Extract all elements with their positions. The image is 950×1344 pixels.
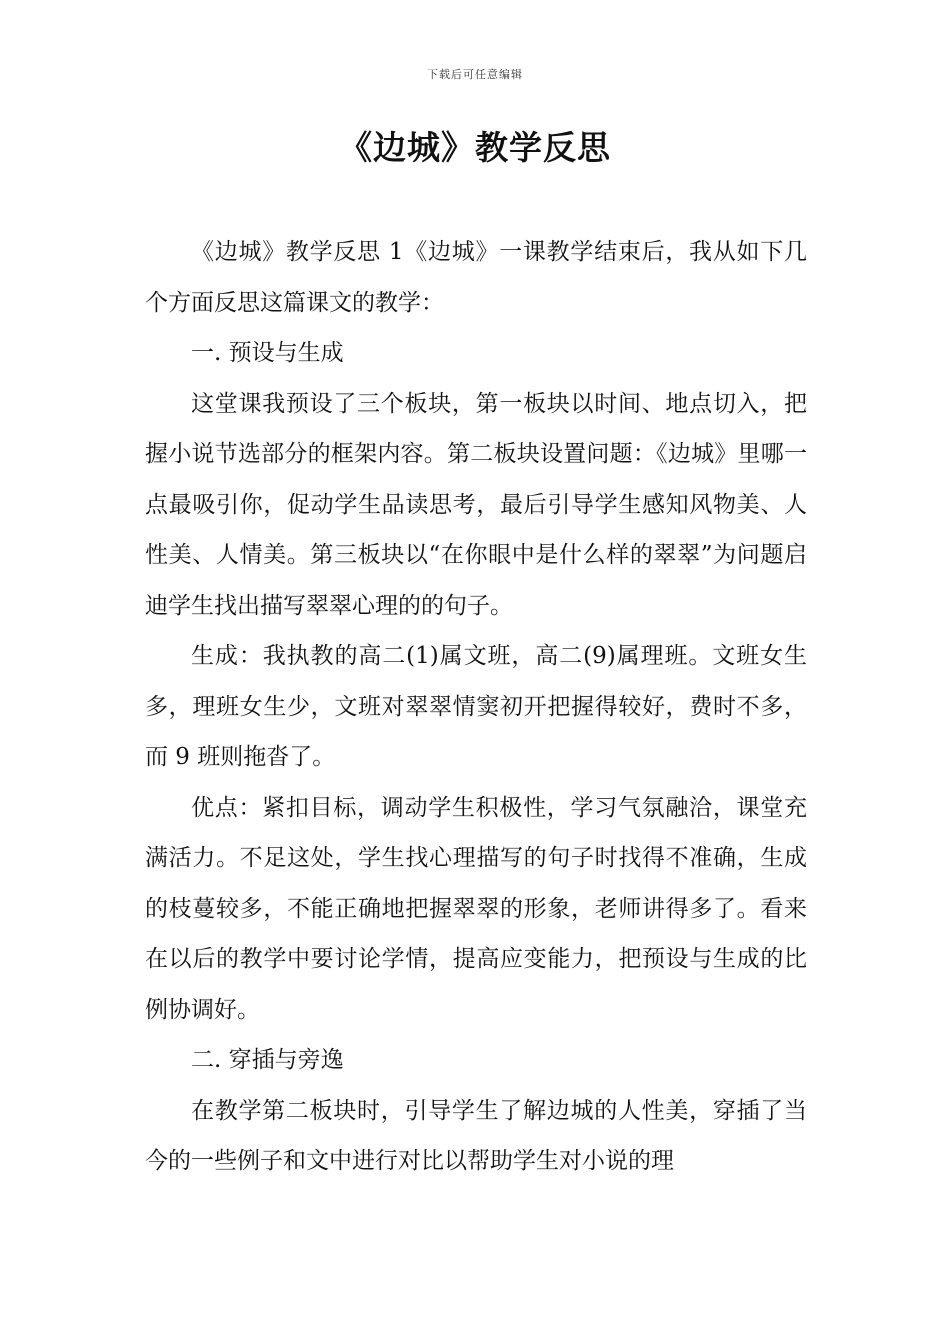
paragraph-preset: 这堂课我预设了三个板块，第一板块以时间、地点切入，把握小说节选部分的框架内容。第二板块设置问题：《边城》里哪一点最吸引你，促动学生品读思考，最后引导学生感知风物美、人性美、人情美。第三板块以“在你眼中是什么样的翠翠”为问题启迪学生找出描写翠翠心理的的句子。 <box>145 390 807 619</box>
document-title: 《边城》教学反思 <box>339 128 611 167</box>
paragraph-generation: 生成：我执教的高二(1)属文班，高二(9)属理班。文班女生多，理班女生少，文班对翠翠情窦初开把握得较好，费时不多，而 9 班则拖沓了。 <box>145 643 807 770</box>
header-note: 下载后可任意编辑 <box>427 68 523 81</box>
section-heading-2: 二. 穿插与旁逸 <box>191 1047 344 1073</box>
paragraph-insertion: 在教学第二板块时，引导学生了解边城的人性美，穿插了当今的一些例子和文中进行对比以帮助学生对小说的理 <box>145 1097 807 1174</box>
paragraph-intro: 《边城》教学反思 1《边城》一课教学结束后，我从如下几个方面反思这篇课文的教学： <box>145 239 807 316</box>
document-body <box>145 227 807 1187</box>
paragraph-strengths: 优点：紧扣目标，调动学生积极性，学习气氛融洽，课堂充满活力。不足这处，学生找心理描写的句子时找得不准确，生成的枝蔓较多，不能正确地把握翠翠的形象，老师讲得多了。看来在以后的教学中要讨论学情，提高应变能力，把预设与生成的比例协调好。 <box>145 794 807 1023</box>
section-heading-1: 一. 预设与生成 <box>191 340 344 366</box>
